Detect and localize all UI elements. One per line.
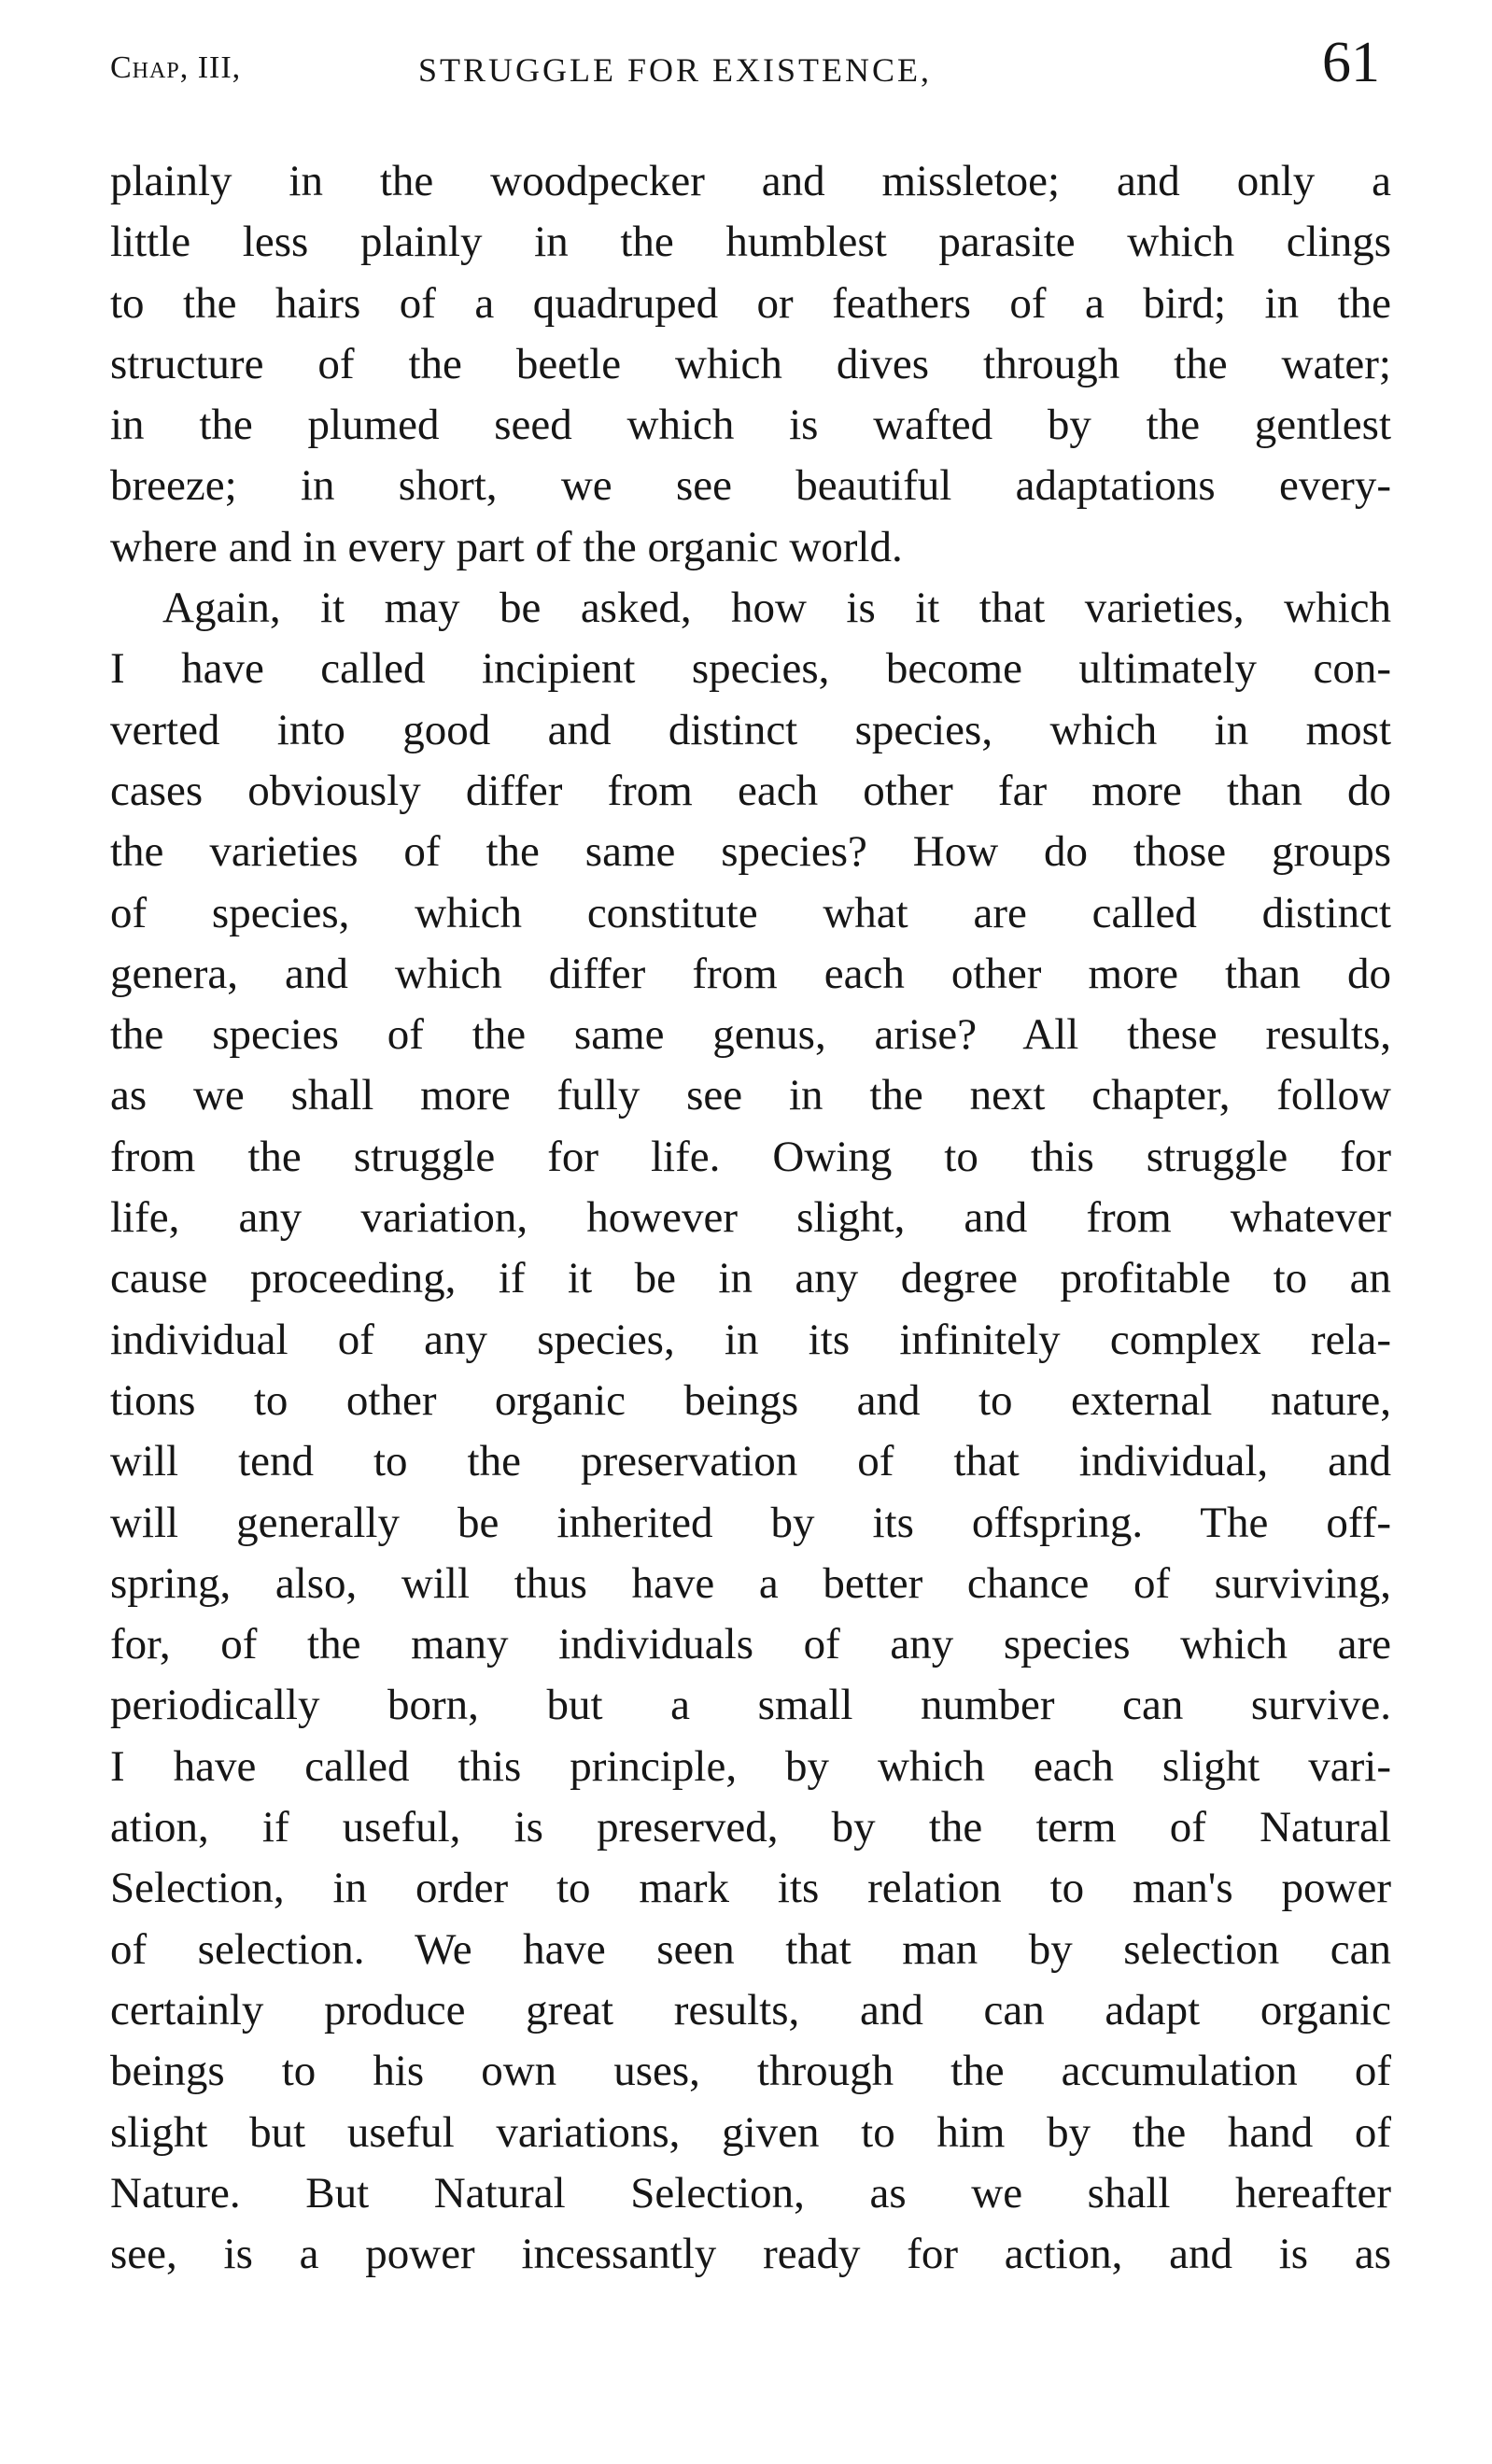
text-line: cases obviously differ from each other far more than do xyxy=(110,766,1391,815)
text-line: from the struggle for life. Owing to this struggle for xyxy=(110,1132,1391,1181)
text-line: individual of any species, in its infinitely complex rela- xyxy=(110,1315,1391,1364)
text-line: for, of the many individuals of any species which are xyxy=(110,1620,1391,1669)
text-line: of selection. We have seen that man by selection can xyxy=(110,1924,1391,1974)
text-line: the varieties of the same species? How do those groups xyxy=(110,827,1391,877)
text-line: little less plainly in the humblest parasite which clings xyxy=(110,218,1391,267)
text-line: certainly produce great results, and can adapt organic xyxy=(110,1985,1391,2035)
text-line: cause proceeding, if it be in any degree profitable to an xyxy=(110,1254,1391,1303)
text-line: genera, and which differ from each other more than do xyxy=(110,949,1391,998)
running-head-title: STRUGGLE FOR EXISTENCE, xyxy=(418,51,933,89)
text-line: life, any variation, however slight, and from whatever xyxy=(110,1193,1391,1243)
text-line: structure of the beetle which dives through the water; xyxy=(110,339,1391,388)
text-line: in the plumed seed which is wafted by the gentlest xyxy=(110,401,1391,450)
text-line: slight but useful variations, given to him by the hand of xyxy=(110,2107,1391,2157)
text-line: Selection, in order to mark its relation to man's power xyxy=(110,1864,1391,1913)
text-line: will generally be inherited by its offspring. The off- xyxy=(110,1498,1391,1547)
text-line: the species of the same genus, arise? All these results, xyxy=(110,1010,1391,1060)
text-line: periodically born, but a small number can survive. xyxy=(110,1681,1391,1730)
text-line: verted into good and distinct species, which in most xyxy=(110,705,1391,754)
text-line: breeze; in short, we see beautiful adaptations every- xyxy=(110,461,1391,511)
text-line: plainly in the woodpecker and missletoe; and only a xyxy=(110,157,1391,205)
text-line: to the hairs of a quadruped or feathers of a bird; in the xyxy=(110,278,1391,328)
body-text xyxy=(110,151,1391,2285)
running-head xyxy=(110,26,1380,101)
text-line: ation, if useful, is preserved, by the term of Natural xyxy=(110,1803,1391,1852)
text-line: Nature. But Natural Selection, as we shall hereafter xyxy=(110,2168,1391,2218)
text-line: beings to his own uses, through the accumulation of xyxy=(110,2047,1391,2096)
text-line: of species, which constitute what are called distinct xyxy=(110,888,1391,937)
text-line: Again, it may be asked, how is it that varieties, which xyxy=(162,584,1391,633)
text-line: spring, also, will thus have a better chance of surviving, xyxy=(110,1558,1391,1608)
text-line: I have called incipient species, become ultimately con- xyxy=(110,644,1391,694)
text-line: will tend to the preservation of that individual, and xyxy=(110,1437,1391,1486)
text-line: as we shall more fully see in the next chapter, follow xyxy=(110,1071,1391,1120)
running-head-chapter: Chap, III, xyxy=(110,50,242,85)
text-line: where and in every part of the organic world. xyxy=(110,522,903,571)
text-line: tions to other organic beings and to external nature, xyxy=(110,1375,1391,1425)
text-line: I have called this principle, by which each slight vari- xyxy=(110,1741,1391,1791)
text-line: see, is a power incessantly ready for action, and is as xyxy=(110,2230,1391,2279)
page-number: 61 xyxy=(1322,31,1380,94)
